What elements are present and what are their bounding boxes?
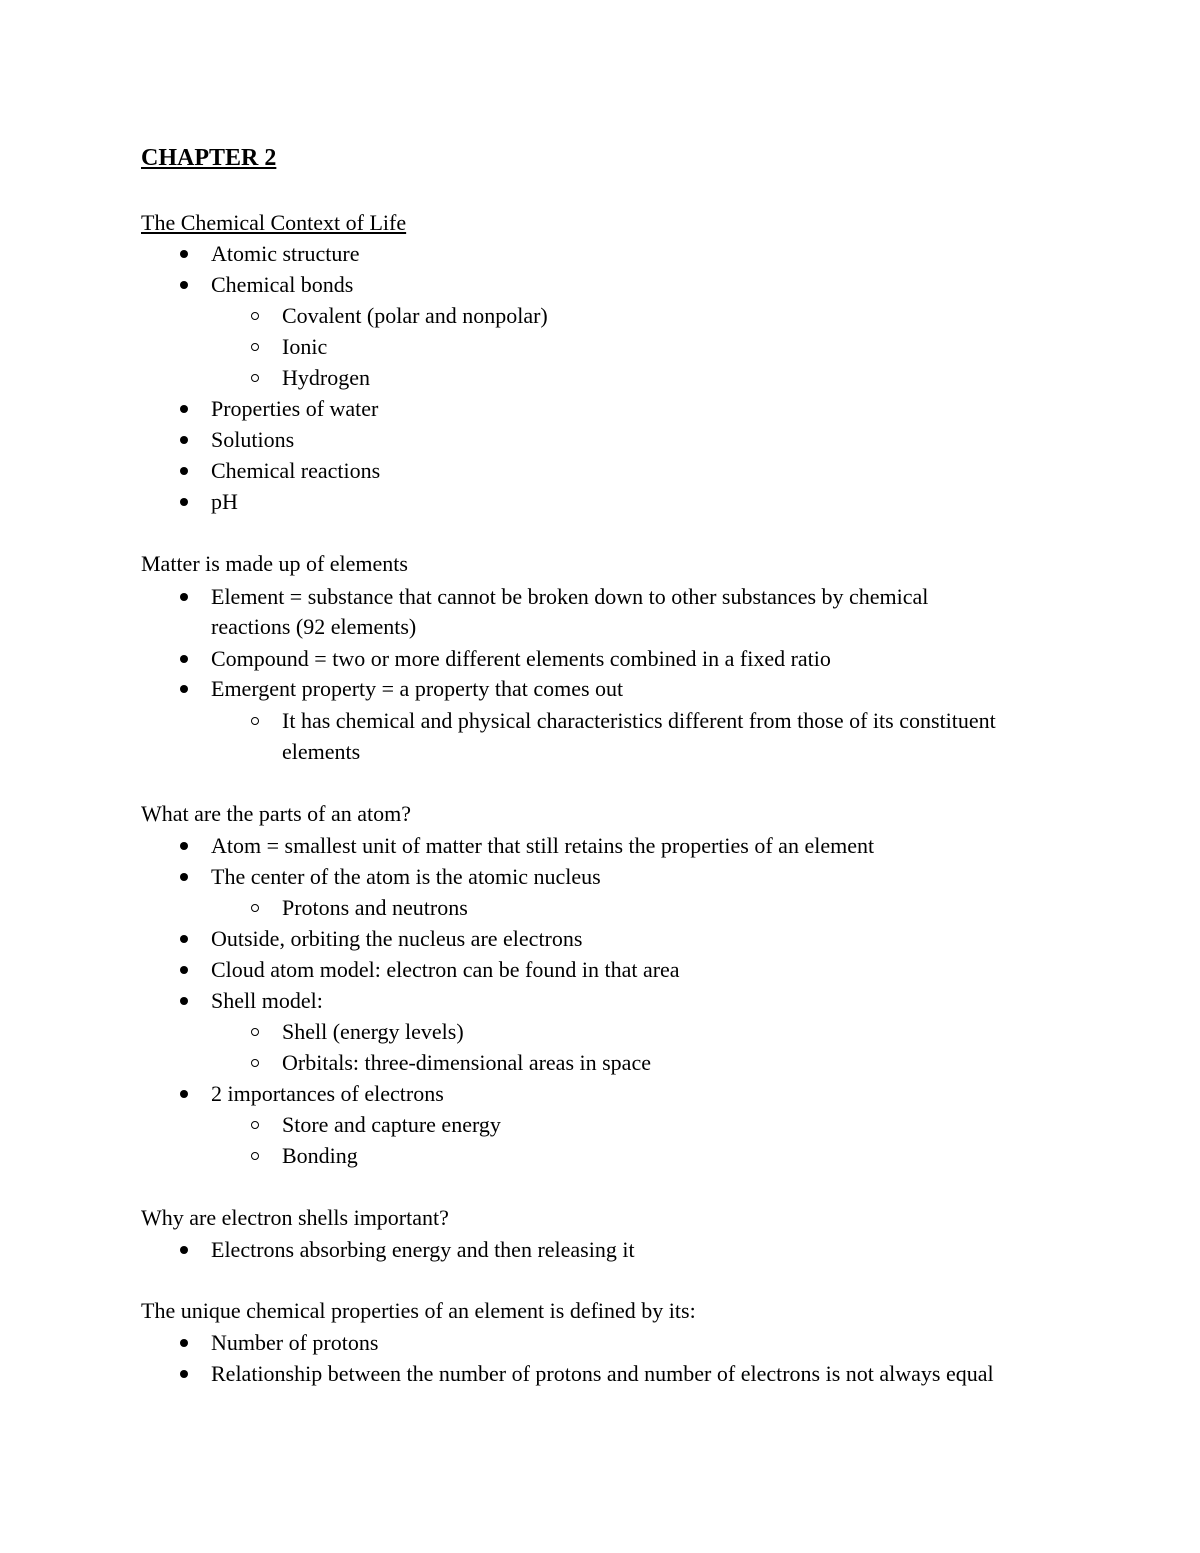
hollow-bullet-icon (251, 1152, 259, 1160)
bullet-icon (180, 405, 188, 413)
list-item: Emergent property = a property that comes out (211, 676, 624, 701)
bullet-icon (180, 1339, 188, 1347)
list-item: Chemical reactions (211, 458, 381, 483)
list-item: Properties of water (211, 396, 379, 421)
sub-list-item: Orbitals: three-dimensional areas in space (282, 1050, 651, 1075)
sub-list-item: Protons and neutrons (282, 895, 468, 920)
bullet-icon (180, 842, 188, 850)
bullet-icon (180, 873, 188, 881)
chapter-title: CHAPTER 2 (141, 145, 277, 171)
bullet-icon (180, 1090, 188, 1098)
list-item: Outside, orbiting the nucleus are electrons (211, 926, 583, 951)
hollow-bullet-icon (251, 343, 259, 351)
bullet-icon (180, 593, 188, 601)
section-heading: Matter is made up of elements (141, 551, 408, 576)
list-item: Electrons absorbing energy and then releasing it (211, 1237, 635, 1262)
sub-list-item: Hydrogen (282, 365, 370, 390)
sub-list-item: It has chemical and physical characteristics different from those of its constituent (282, 708, 996, 733)
bullet-icon (180, 966, 188, 974)
sub-list-item: Ionic (282, 334, 328, 359)
hollow-bullet-icon (251, 1121, 259, 1129)
hollow-bullet-icon (251, 312, 259, 320)
list-item: Atomic structure (211, 241, 360, 266)
list-item: 2 importances of electrons (211, 1081, 444, 1106)
bullet-icon (180, 250, 188, 258)
sub-list-item: Shell (energy levels) (282, 1019, 464, 1044)
bullet-icon (180, 498, 188, 506)
section-heading: The Chemical Context of Life (141, 210, 407, 235)
bullet-icon (180, 935, 188, 943)
list-item: pH (211, 489, 238, 514)
list-item: Relationship between the number of protons and number of electrons is not always equal (211, 1361, 994, 1386)
bullet-icon (180, 1370, 188, 1378)
bullet-icon (180, 997, 188, 1005)
bullet-icon (180, 436, 188, 444)
list-item: The center of the atom is the atomic nucleus (211, 864, 601, 889)
hollow-bullet-icon (251, 1059, 259, 1067)
section-heading: The unique chemical properties of an element is defined by its: (141, 1298, 696, 1323)
section-heading: Why are electron shells important? (141, 1205, 449, 1230)
list-item: Atom = smallest unit of matter that still retains the properties of an element (211, 833, 875, 858)
list-item: Element = substance that cannot be broken down to other substances by chemical (211, 584, 929, 609)
sub-list-item: Bonding (282, 1143, 358, 1168)
bullet-icon (180, 655, 188, 663)
hollow-bullet-icon (251, 1028, 259, 1036)
list-item: Cloud atom model: electron can be found in that area (211, 957, 680, 982)
sub-list-item: Covalent (polar and nonpolar) (282, 303, 548, 328)
list-item-continuation: reactions (92 elements) (211, 614, 417, 639)
section-heading: What are the parts of an atom? (141, 801, 411, 826)
sub-list-item: Store and capture energy (282, 1112, 501, 1137)
list-item: Chemical bonds (211, 272, 354, 297)
bullet-icon (180, 685, 188, 693)
hollow-bullet-icon (251, 904, 259, 912)
hollow-bullet-icon (251, 717, 259, 725)
list-item: Compound = two or more different elements combined in a fixed ratio (211, 646, 831, 671)
list-item: Number of protons (211, 1330, 379, 1355)
hollow-bullet-icon (251, 374, 259, 382)
list-item: Shell model: (211, 988, 323, 1013)
sub-list-item-continuation: elements (282, 739, 361, 764)
bullet-icon (180, 281, 188, 289)
list-item: Solutions (211, 427, 295, 452)
bullet-icon (180, 1246, 188, 1254)
bullet-icon (180, 467, 188, 475)
